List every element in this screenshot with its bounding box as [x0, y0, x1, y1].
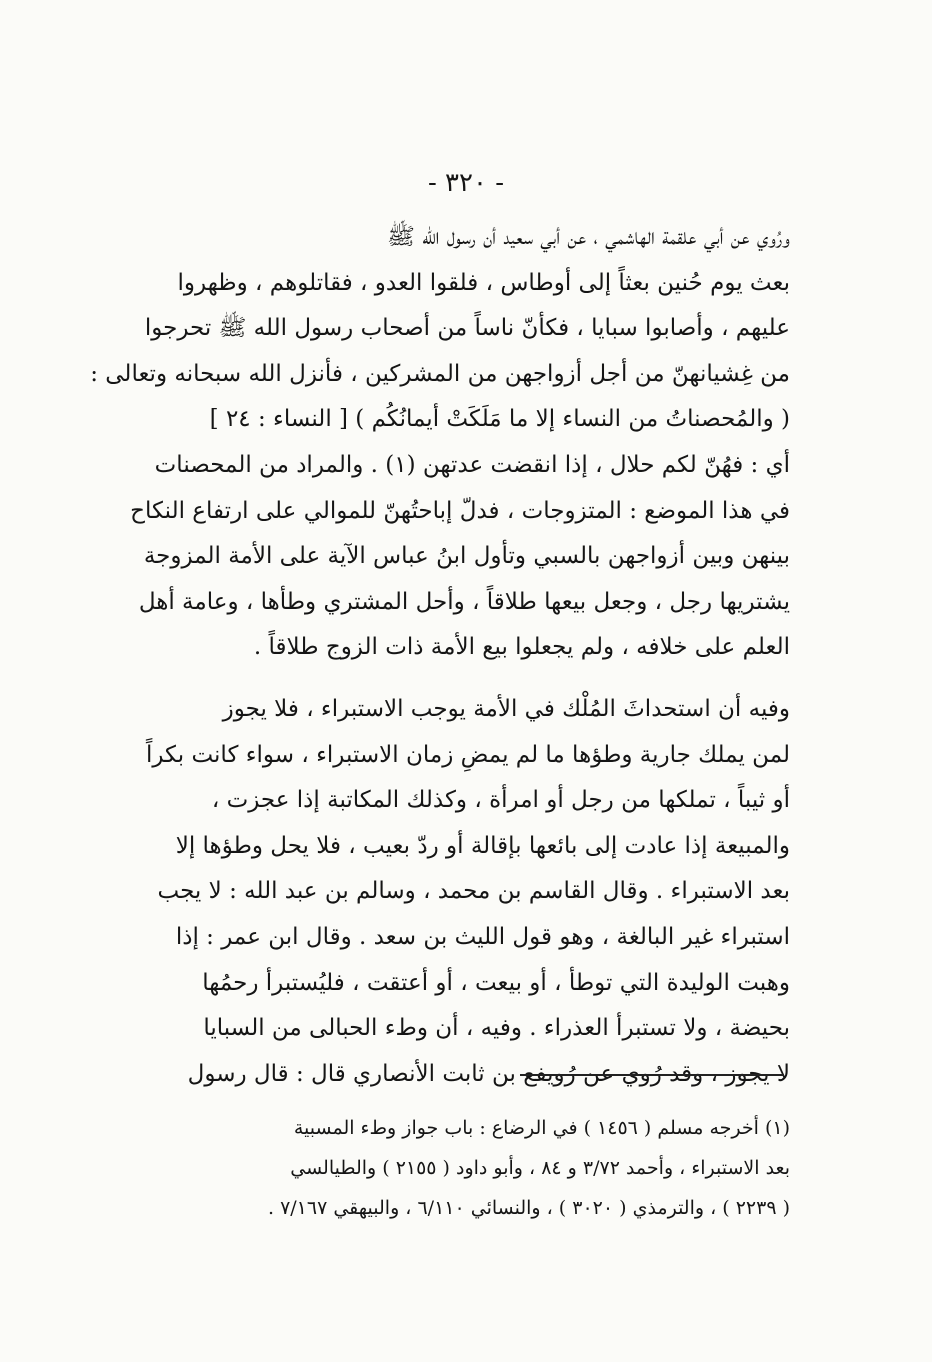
page-number: - ٣٢٠ - [427, 168, 505, 198]
text-line: بينهن وبين أزواجهن بالسبي وتأول ابنُ عباس الآية على الأمة المزوجة [143, 543, 790, 570]
paragraph-1 [90, 215, 790, 671]
footnote-line: بعد الاستبراء ، وأحمد ٣/٧٢ و ٨٤ ، وأبو داود ( ٢١٥٥ ) والطيالسي [290, 1157, 790, 1179]
paragraph-2 [128, 687, 790, 1097]
footnote-divider [520, 1074, 784, 1076]
text-line: استبراء غير البالغة ، وهو قول الليث بن سعد . وقال ابن عمر : إذا [175, 923, 790, 950]
text-line: العلم على خلافه ، ولم يجعلوا بيع الأمة ذات الزوج طلاقاً . [253, 634, 790, 661]
text-line: وهبت الوليدة التي توطأ ، أو بيعت ، أو أعتقت ، فليُستبرأ رحمُها [202, 969, 790, 996]
text-line: يشتريها رجل ، وجعل بيعها طلاقاً ، وأحل المشتري وطأها ، وعامة أهل [138, 588, 790, 615]
text-line: ورُوي عن أبي علقمة الهاشمي ، عن أبي سعيد أن رسول الله ﷺ [387, 224, 790, 250]
text-line: بعث يوم حُنين بعثاً إلى أوطاس ، فلقوا العدو ، فقاتلوهم ، وظهروا [177, 269, 790, 296]
footnote-line: ( ٢٢٣٩ ) ، والترمذي ( ٣٠٢٠ ) ، والنسائي ٦/١١٠ ، والبيهقي ٧/١٦٧ . [267, 1197, 790, 1219]
footnote [128, 1108, 790, 1228]
text-line: في هذا الموضع : المتزوجات ، فدلّ إباحتُهنّ للموالي على ارتفاع النكاح [130, 497, 790, 524]
text-line: بعد الاستبراء . وقال القاسم بن محمد ، وسالم بن عبد الله : لا يجب [157, 878, 790, 905]
text-line: وفيه أن استحداثَ المُلْك في الأمة يوجب الاستبراء ، فلا يجوز [222, 695, 790, 722]
text-line: لا يجوز ، وقد رُوي عن رُويفع بن ثابت الأنصاري قال : قال رسول [187, 1060, 790, 1087]
text-line: من غِشيانهنّ من أجل أزواجهن من المشركين ، فأنزل الله سبحانه وتعالى : [90, 360, 790, 387]
text-line: أي : فهُنّ لكم حلال ، إذا انقضت عدتهن (١) . والمراد من المحصنات [154, 451, 790, 478]
text-line: لمن يملك جارية وطؤها ما لم يمضِ زمان الاستبراء ، سواء كانت بكراً [145, 741, 790, 768]
text-line: بحيضة ، ولا تستبرأ العذراء . وفيه ، أن وطء الحبالى من السبايا [203, 1015, 790, 1042]
text-line: أو ثيباً ، تملكها من رجل أو امرأة ، وكذلك المكاتبة إذا عجزت ، [211, 787, 790, 814]
text-line: عليهم ، وأصابوا سبايا ، فكأنّ ناساً من أصحاب رسول الله ﷺ تحرجوا [144, 315, 790, 342]
footnote-line: (١) أخرجه مسلم ( ١٤٥٦ ) في الرضاع : باب جواز وطء المسبية [293, 1117, 790, 1139]
text-line: والمبيعة إذا عادت إلى بائعها بإقالة أو ردّ بعيب ، فلا يحل وطؤها إلا [175, 832, 790, 859]
text-line: ( والمُحصناتُ من النساء إلا ما مَلَكَتْ أيمانُكُم ) [ النساء : ٢٤ ] [209, 406, 790, 433]
main-text [90, 215, 790, 1097]
